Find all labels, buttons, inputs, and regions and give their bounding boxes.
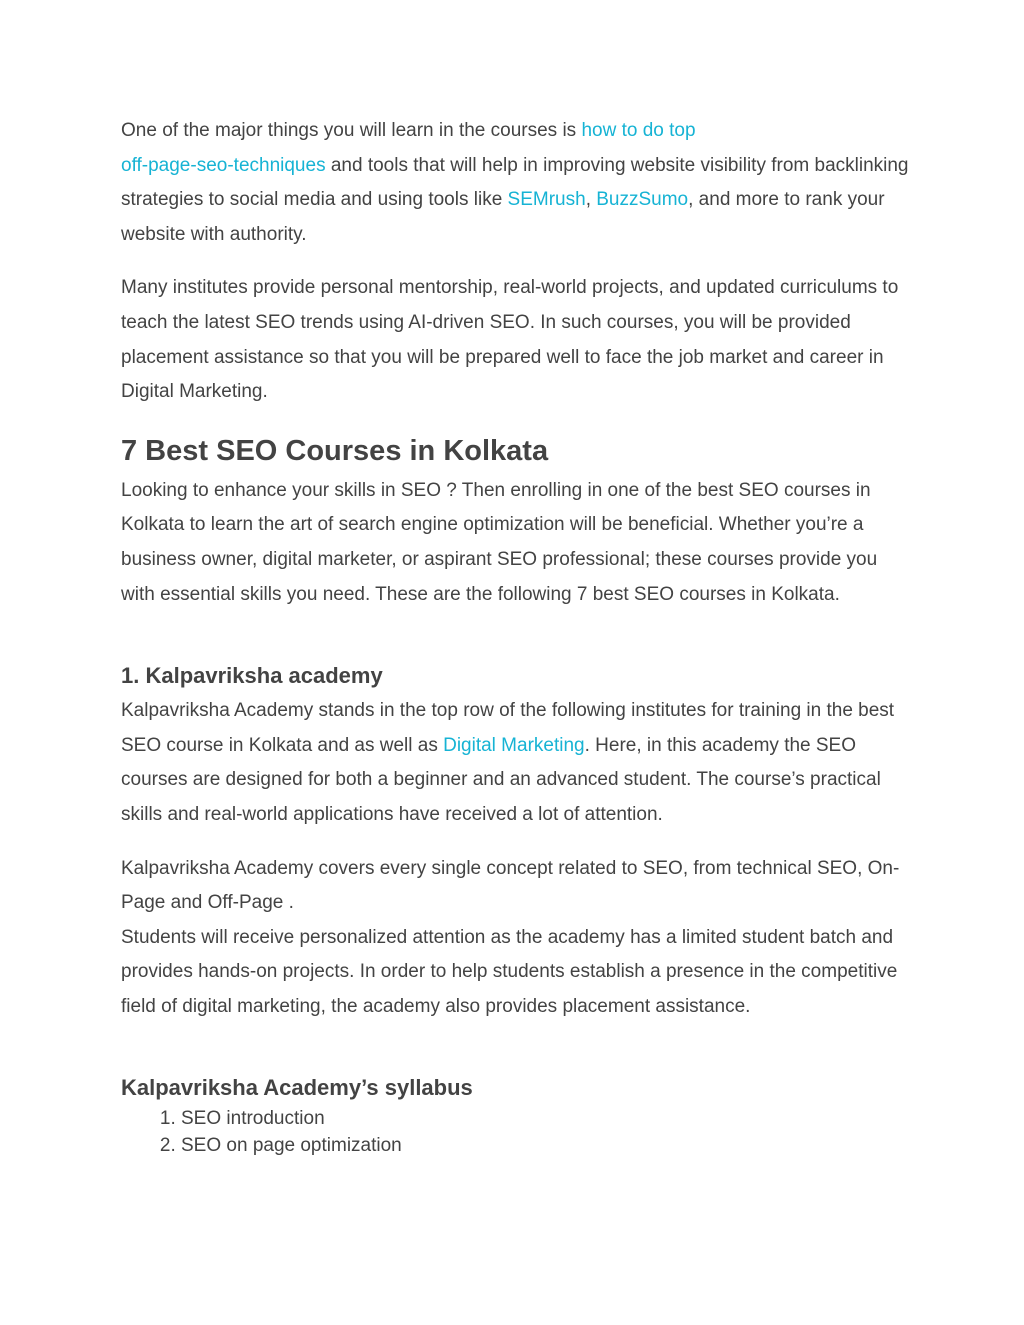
academy-text: Kalpavriksha Academy stands in the top row of the following institutes for training in the best SEO course in Kolkata and as well as xyxy=(121,700,895,756)
off-page-seo-link-line1: how to do top xyxy=(581,120,696,141)
digital-marketing-link[interactable]: Digital Marketing xyxy=(443,734,585,756)
semrush-link[interactable]: SEMrush xyxy=(507,189,586,211)
document-page xyxy=(121,114,911,1159)
comma-text: , xyxy=(585,189,597,211)
syllabus-heading: Kalpavriksha Academy’s syllabus xyxy=(121,1075,473,1101)
academy-heading: 1. Kalpavriksha academy xyxy=(121,663,383,689)
academy-text-2: . Here, in this academy the SEO courses are designed for both a beginner and an advanced student. The course’s practical skills and real-world applications have received a lot of attention. xyxy=(121,734,881,825)
academy-p2-line2: Students will receive personalized attention as the academy has a limited student batch and provides hands-on projects. In order to help students establish a presence in the competitive field of digital marketing, the academy also provides placement assistance. xyxy=(121,926,898,1017)
intro-text-2: and tools that will help in improving website visibility from backlinking strategies to social media and using tools like xyxy=(121,154,909,211)
academy-p2-line1: Kalpavriksha Academy covers every single concept related to SEO, from technical SEO, On-Page and Off-Page . xyxy=(121,857,900,914)
syllabus-list xyxy=(121,1105,911,1159)
off-page-seo-link-line2: off-page-seo-techniques xyxy=(121,154,326,176)
section-heading: 7 Best SEO Courses in Kolkata xyxy=(121,434,549,467)
section-body: Looking to enhance your skills in SEO ? Then enrolling in one of the best SEO courses in Kolkata to learn the art of search engine optimization will be beneficial. Whether you’re a business owner, digital marketer, or aspirant SEO professional; these courses provide you with essential skills you need. These are the following 7 best SEO courses in Kolkata. xyxy=(121,479,878,605)
academy-paragraph-1 xyxy=(121,694,911,832)
list-item: 2. SEO on page optimization xyxy=(181,1132,911,1159)
academy-paragraph-2 xyxy=(121,852,911,1025)
list-item: 1. SEO introduction xyxy=(181,1105,911,1132)
intro-text: One of the major things you will learn in the courses is xyxy=(121,120,582,141)
intro-paragraph-1 xyxy=(121,114,911,252)
intro-paragraph-2: Many institutes provide personal mentorship, real-world projects, and updated curriculums to teach the latest SEO trends using AI-driven SEO. In such courses, you will be provided placement assistance so that you will be prepared well to face the job market and career in Digital Marketing. xyxy=(121,277,899,403)
intro-text-3: , and more to rank your website with authority. xyxy=(121,189,885,245)
buzzsumo-link[interactable]: BuzzSumo xyxy=(596,189,689,211)
